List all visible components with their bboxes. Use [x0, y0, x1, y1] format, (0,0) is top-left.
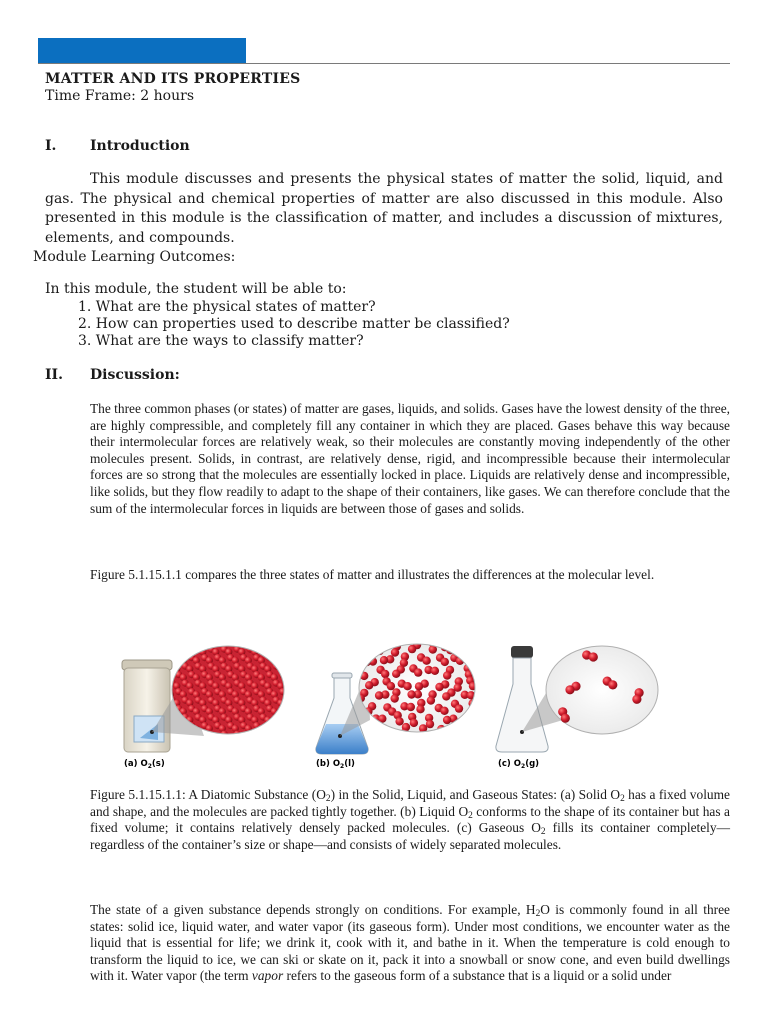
discussion-paragraph-1: The three common phases (or states) of matter are gases, liquids, and solids. Gases have the lowest density of the three, are highly compressible, and completely fill any container in which they are placed. Gases behave this way because their intermolecular forces are relatively weak, so their molecules are constantly moving independently of the other molecules present. Solids, in contrast, are relatively dense, rigid, and incompressible because their intermolecular forces are so strong that the molecules are essentially locked in place. Liquids are relatively dense and incompressible, like solids, but they flow readily to adapt to the shape of their containers, like gases. We can therefore conclude that the sum of the intermolecular forces in liquids are between those of gases and solids. [90, 401, 730, 516]
section-number-discussion: II. [45, 367, 63, 383]
solid-molecule [201, 640, 213, 647]
liquid-molecule [449, 727, 460, 741]
solid-molecule [162, 640, 174, 647]
liquid-molecule [357, 643, 371, 654]
solid-container [122, 660, 172, 752]
solid-molecule [279, 705, 291, 715]
figure-label-gas: (c) $O_2(g)$ [498, 759, 540, 770]
solid-molecule [286, 714, 298, 724]
figure-caption: Figure 5.1.15.1.1: A Diatomic Substance $(O_2)$ in the Solid, Liquid, and Gaseous States: (a) Solid $O_2$ has a fixed volume and shape, and the molecules are packed tightly together. (b) Liquid $O_2$ conforms to the shape of its container but has a fixed volume; it contains relatively densely packed molecules. (c) Gaseous $O_2$ fills its container completely—regardless of the container’s size or shape—and consists of widely separated molecules. [90, 787, 730, 852]
liquid-molecule [461, 714, 474, 727]
solid-molecule [286, 697, 298, 707]
solid-molecule [286, 663, 298, 673]
liquid-molecule [459, 642, 473, 654]
solid-molecule [188, 640, 200, 647]
page-title: MATTER AND ITS PROPERTIES [45, 71, 301, 87]
solid-molecule [182, 646, 194, 656]
solid-molecule [286, 731, 298, 741]
solid-molecule [253, 640, 265, 647]
liquid-molecule [470, 652, 481, 666]
section-number-intro: I. [45, 138, 57, 154]
solid-molecule [175, 640, 187, 647]
liquid-molecule [468, 727, 480, 741]
intro-paragraph: This module discusses and presents the physical states of matter the solid, liquid, and gas. The physical and chemical properties of matter are also discussed in this module. Also presented in this module is the classification of matter, and includes a discussion of mixtures, elements, and compounds. [45, 171, 723, 246]
time-frame: Time Frame: 2 hours [45, 88, 195, 104]
solid-molecule [286, 680, 298, 690]
solid-molecule [286, 646, 298, 656]
solid-molecule [266, 722, 278, 732]
discussion-paragraph-3: The state of a given substance depends strongly on conditions. For example, $H_2O$ is commonly found in all three states: solid ice, liquid water, and water vapor (its gaseous form). Under most conditions, we encounter water as the liquid that is essential for life; we drink it, cook with it, and bathe in it. When the temperature is cold enough to transform the liquid to ice, we can ski or skate on it, pack it into a snowball or snow cone, and even build dwellings with it. Water vapor (the term vapor refers to the gaseous form of a substance that is a liquid or a solid under [90, 902, 730, 984]
list-item: 2. How can properties used to describe matter be classified? [78, 316, 510, 332]
gas-molecule-view [546, 646, 658, 734]
figure-label-solid: (a) $O_2(s)$ [124, 759, 165, 770]
states-figure-illustration [118, 640, 664, 770]
list-item: 1. What are the physical states of matter? [78, 299, 376, 315]
solid-molecule [273, 646, 285, 656]
solid-molecule [247, 731, 259, 741]
liquid-molecule-view [355, 640, 481, 741]
solid-molecule [260, 731, 272, 741]
section-heading-intro: Introduction [90, 138, 190, 154]
header-tab [38, 38, 246, 64]
solid-molecule [260, 646, 272, 656]
figure-label-liquid: (b) $O_2(l)$ [316, 759, 355, 770]
solid-molecule [175, 654, 187, 664]
solid-molecule [279, 654, 291, 664]
section-heading-discussion: Discussion: [90, 367, 180, 383]
solid-molecule [279, 722, 291, 732]
discussion-paragraph-2: Figure 5.1.15.1.1 compares the three states of matter and illustrates the differences at the molecular level. [90, 567, 655, 582]
solid-molecule [169, 646, 181, 656]
states-of-matter-figure [118, 640, 664, 770]
liquid-molecule [416, 699, 425, 714]
solid-molecule [273, 731, 285, 741]
outcomes-list [78, 299, 510, 350]
liquid-molecule [429, 640, 437, 654]
liquid-molecule [364, 725, 378, 736]
header-rule [38, 63, 730, 64]
solid-molecule [240, 640, 252, 647]
outcomes-lead: In this module, the student will be able to: [45, 281, 347, 297]
solid-molecule [266, 640, 278, 647]
liquid-molecule [437, 725, 447, 740]
outcomes-label: Module Learning Outcomes: [33, 249, 236, 265]
gas-container [496, 646, 548, 752]
solid-molecule [279, 640, 291, 647]
list-item: 3. What are the ways to classify matter? [78, 333, 364, 349]
